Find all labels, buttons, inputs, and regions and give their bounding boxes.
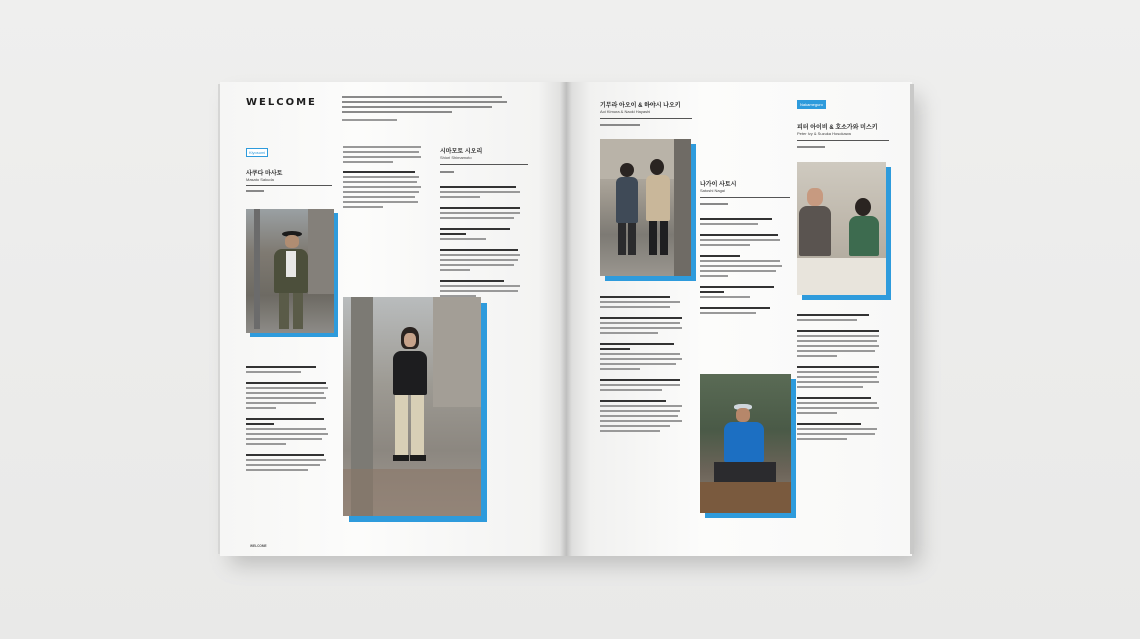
footer-section-label: WELCOME [250, 544, 267, 548]
page-footer [246, 544, 267, 548]
profile-role [246, 190, 264, 192]
divider [600, 118, 692, 119]
profile-name-english: Shiori Shimamoto [440, 155, 472, 160]
profile-name-english: Peter Ivy & Suzuka Hosokawa [797, 131, 851, 136]
portrait-photo-woman [343, 297, 487, 522]
divider [797, 140, 889, 141]
section-title: WELCOME [246, 97, 317, 108]
portrait-photo-pair-seated [797, 162, 891, 300]
profile-role [600, 124, 640, 126]
portrait-photo-man [246, 209, 338, 337]
profile-name-korean: 시마모토 시오리 [440, 149, 483, 155]
qa-block [700, 218, 790, 314]
portrait-photo-seated-man [700, 374, 796, 518]
book-spine [560, 82, 572, 556]
intro-text [342, 96, 512, 121]
qa-block [797, 314, 889, 440]
divider [700, 197, 790, 198]
profile-name-korean: 기무라 아오이 & 하야시 나오키 [600, 103, 681, 109]
profile-name-korean: 나가이 사토시 [700, 182, 737, 188]
divider [246, 185, 332, 186]
portrait-photo-couple [600, 139, 696, 281]
profile-name-korean: 피터 아이비 & 호소가와 미스키 [797, 125, 878, 131]
profile-role [440, 171, 454, 173]
right-page [566, 82, 912, 556]
qa-block [600, 296, 692, 432]
qa-block [246, 366, 336, 471]
location-tag: Kiyosumi [246, 148, 268, 157]
divider [440, 164, 528, 165]
story-column [343, 146, 423, 208]
profile-name-english: Masato Sakuda [246, 177, 274, 182]
qa-block [440, 186, 532, 297]
profile-role [797, 146, 825, 148]
profile-name-english: Aoi Kimura & Naoki Hayashi [600, 109, 651, 114]
profile-name-english: Satoshi Nagai [700, 188, 725, 193]
profile-name-korean: 사쿠다 마사토 [246, 171, 283, 177]
page-stack-right [910, 84, 914, 554]
profile-role [700, 203, 728, 205]
left-page [220, 82, 566, 556]
location-tag: Nakameguro [797, 100, 826, 109]
